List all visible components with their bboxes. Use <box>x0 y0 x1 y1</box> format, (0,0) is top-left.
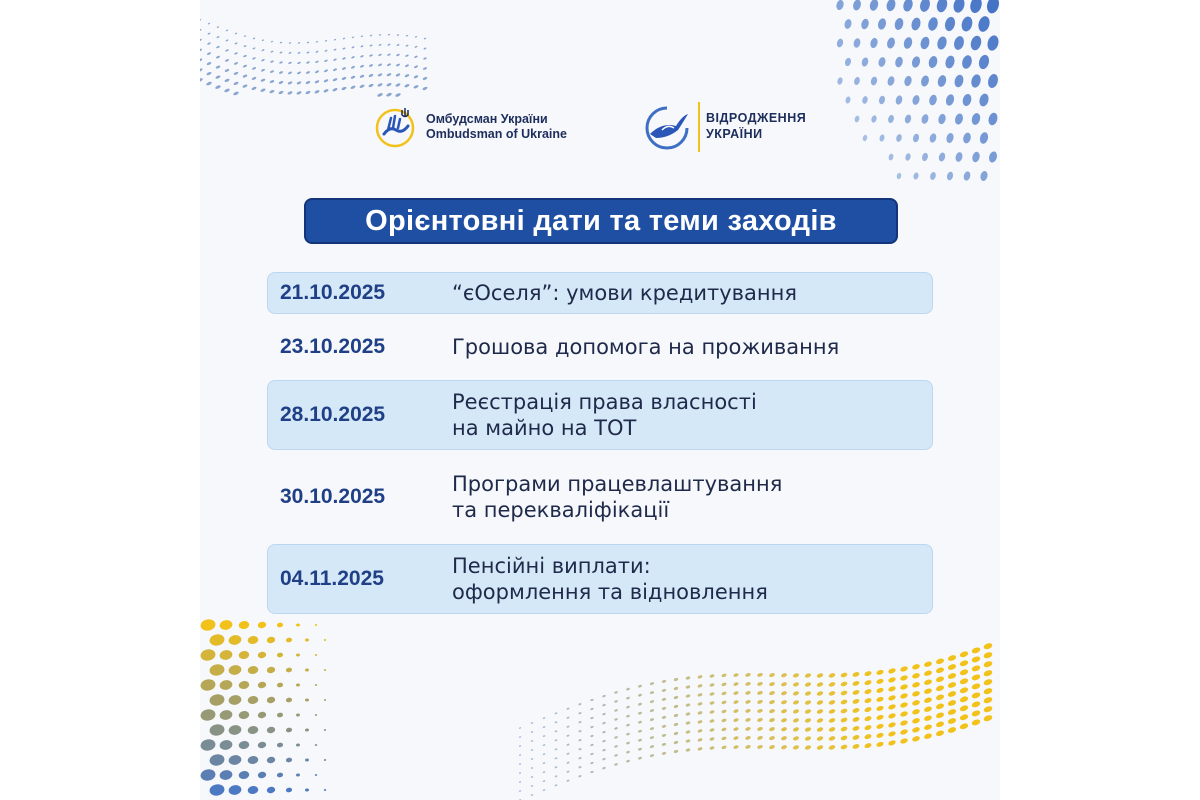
ombudsman-name-en: Ombudsman of Ukraine <box>426 127 567 141</box>
logos-row <box>372 100 832 160</box>
event-date: 21.10.2025 <box>280 281 386 304</box>
vidrodzhennia-name-line1: ВІДРОДЖЕННЯ <box>706 111 807 125</box>
event-topic-line: Грошова допомога на проживання <box>452 335 840 359</box>
event-topic-line: Пенсійні виплати: <box>452 554 651 578</box>
top-left-dot-wave <box>200 19 428 98</box>
page-title: Орієнтовні дати та теми заходів <box>365 204 837 237</box>
ombudsman-name-ua: Омбудсман України <box>426 112 548 126</box>
event-row <box>267 380 933 450</box>
event-topic <box>448 389 932 441</box>
event-date: 23.10.2025 <box>280 335 386 358</box>
trident-hand-logo-icon <box>372 104 418 150</box>
event-date: 30.10.2025 <box>280 485 386 508</box>
title-banner <box>304 198 898 244</box>
vidrodzhennia-name-line2: УКРАЇНИ <box>706 127 763 141</box>
logo-divider <box>698 102 700 152</box>
event-date: 28.10.2025 <box>280 403 386 426</box>
poster <box>200 0 1000 800</box>
bottom-left-dot-wave <box>200 618 326 797</box>
ombudsman-logo <box>372 104 612 154</box>
event-row <box>267 544 933 614</box>
event-topic <box>448 334 932 360</box>
event-row <box>267 272 933 314</box>
bottom-right-dot-wave <box>519 642 993 800</box>
event-topic-line: Програми працевлаштування <box>452 472 783 496</box>
event-topic-line: Реєстрація права власності <box>452 390 757 414</box>
dove-circle-logo-icon <box>642 104 692 152</box>
event-topic-line: “єОселя”: умови кредитування <box>452 281 798 305</box>
events-list <box>267 272 933 626</box>
event-topic-line: та перекваліфікації <box>452 498 670 522</box>
top-right-dot-wave <box>835 0 1000 182</box>
event-date: 04.11.2025 <box>280 567 384 590</box>
vidrodzhennia-logo <box>642 100 842 156</box>
event-topic <box>448 280 932 306</box>
event-topic-line: на майно на ТОТ <box>452 416 637 440</box>
event-topic <box>448 471 932 523</box>
event-topic-line: оформлення та відновлення <box>452 580 768 604</box>
event-row <box>267 326 933 368</box>
event-topic <box>448 553 932 605</box>
event-row <box>267 462 933 532</box>
